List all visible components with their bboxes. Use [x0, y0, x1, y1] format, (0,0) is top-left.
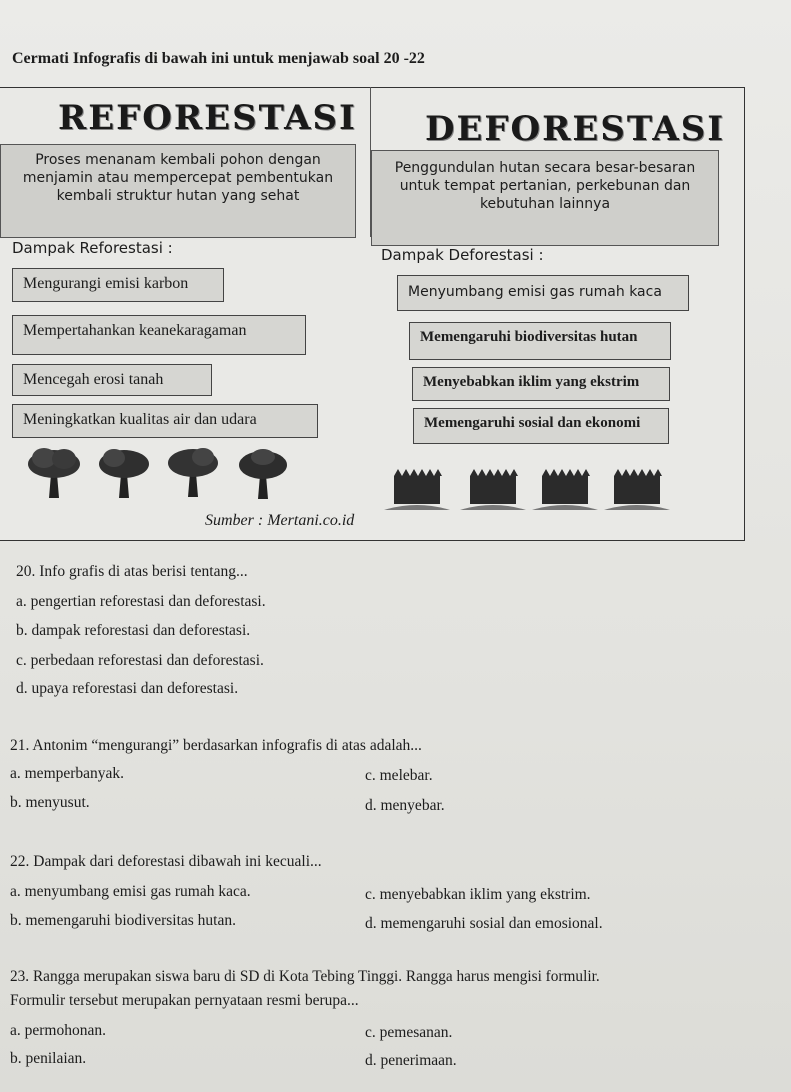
deforestasi-impact-4: Memengaruhi sosial dan ekonomi [413, 408, 669, 444]
question-20-option-a[interactable]: a. pengertian reforestasi dan deforestasi. [16, 593, 266, 610]
reforestasi-heading: REFORESTASI [58, 98, 357, 138]
deforestasi-impact-2: Memengaruhi biodiversitas hutan [409, 322, 671, 360]
question-23-option-b[interactable]: b. penilaian. [10, 1050, 87, 1067]
reforestasi-impact-3: Mencegah erosi tanah [12, 364, 212, 396]
question-22-option-a[interactable]: a. menyumbang emisi gas rumah kaca. [10, 883, 251, 900]
question-20: 20. Info grafis di atas berisi tentang... [16, 563, 248, 580]
question-23-line-1: 23. Rangga merupakan siswa baru di SD di Kota Tebing Tinggi. Rangga harus mengisi formulir. [10, 968, 600, 985]
tree-icon [96, 446, 152, 500]
reforestasi-impact-1: Mengurangi emisi karbon [12, 268, 224, 302]
tree-stumps-icon [380, 466, 680, 514]
question-22-option-c[interactable]: c. menyebabkan iklim yang ekstrim. [365, 886, 591, 903]
question-21-option-a[interactable]: a. memperbanyak. [10, 765, 125, 782]
deforestasi-impact-title: Dampak Deforestasi : [381, 246, 544, 264]
question-22-option-d[interactable]: d. memengaruhi sosial dan emosional. [365, 915, 603, 932]
deforestasi-impact-3: Menyebabkan iklim yang ekstrim [412, 367, 670, 401]
trees-icon [24, 444, 84, 500]
reforestasi-definition: Proses menanam kembali pohon dengan menjamin atau mempercepat pembentukan kembali struktur hutan yang sehat [0, 144, 356, 238]
question-21: 21. Antonim “mengurangi” berdasarkan infografis di atas adalah... [10, 737, 422, 754]
question-20-option-c[interactable]: c. perbedaan reforestasi dan deforestasi. [16, 652, 264, 669]
question-20-option-d[interactable]: d. upaya reforestasi dan deforestasi. [16, 680, 239, 697]
deforestasi-definition: Penggundulan hutan secara besar-besaran untuk tempat pertanian, perkebunan dan kebutuhan lainnya [371, 150, 719, 246]
question-23-line-2: Formulir tersebut merupakan pernyataan resmi berupa... [10, 992, 359, 1009]
source-credit: Sumber : Mertani.co.id [205, 512, 355, 529]
deforestasi-impact-1: Menyumbang emisi gas rumah kaca [397, 275, 689, 311]
tree-icon [236, 447, 290, 501]
question-22: 22. Dampak dari deforestasi dibawah ini kecuali... [10, 853, 322, 870]
question-21-option-b[interactable]: b. menyusut. [10, 794, 90, 811]
intro-instruction: Cermati Infografis di bawah ini untuk menjawab soal 20 -22 [12, 50, 425, 67]
question-23-option-d[interactable]: d. penerimaan. [365, 1052, 457, 1069]
question-21-option-d[interactable]: d. menyebar. [365, 797, 445, 814]
tree-icon [165, 445, 221, 499]
question-23-option-a[interactable]: a. permohonan. [10, 1022, 106, 1039]
question-22-option-b[interactable]: b. memengaruhi biodiversitas hutan. [10, 912, 236, 929]
reforestasi-impact-4: Meningkatkan kualitas air dan udara [12, 404, 318, 438]
question-20-option-b[interactable]: b. dampak reforestasi dan deforestasi. [16, 622, 251, 639]
question-21-option-c[interactable]: c. melebar. [365, 767, 433, 784]
reforestasi-impact-2: Mempertahankan keanekaragaman [12, 315, 306, 355]
reforestasi-impact-title: Dampak Reforestasi : [12, 239, 173, 257]
question-23-option-c[interactable]: c. pemesanan. [365, 1024, 453, 1041]
deforestasi-heading: DEFORESTASI [425, 109, 726, 149]
